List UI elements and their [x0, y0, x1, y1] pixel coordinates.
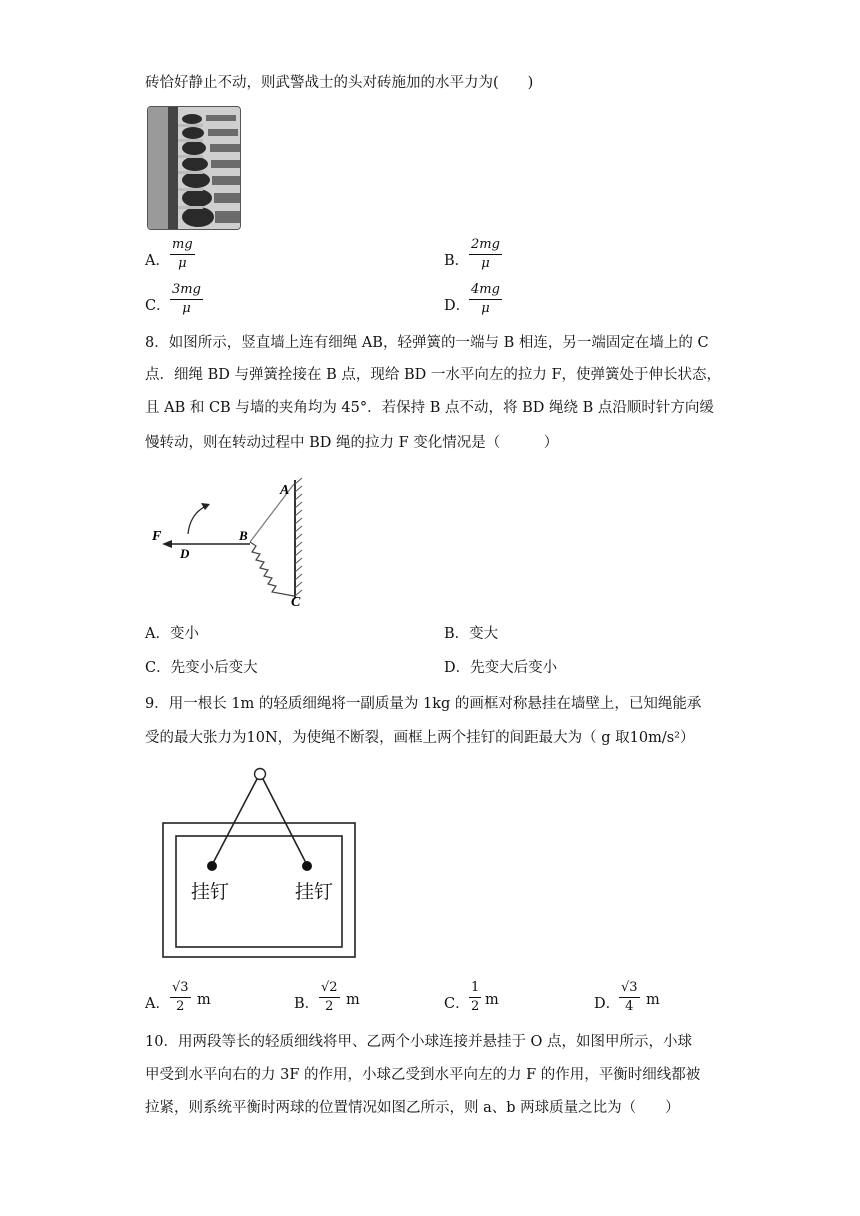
q9-option-c-unit: m	[485, 992, 499, 1008]
q8-label-b: B	[239, 528, 248, 543]
q8-line-3: 且 AB 和 CB 与墙的夹角均为 45°．若保持 B 点不动，将 BD 绳绕 B 点沿顺时针方向缓	[145, 400, 714, 416]
q8-wall-hatching	[295, 478, 302, 596]
q9-option-b-label: B．	[294, 996, 320, 1012]
q9-option-d-denominator: 4	[625, 999, 634, 1014]
q7-option-c-fraction	[170, 282, 203, 317]
q8-figure	[140, 470, 320, 610]
q8-option-b	[444, 624, 498, 644]
q8-option-b-text: 变大	[469, 626, 499, 642]
q8-rotation-arrowhead	[201, 503, 210, 510]
q9-nail-left-label: 挂钉	[191, 881, 230, 903]
q8-option-c	[145, 658, 258, 678]
q10-line-2: 甲受到水平向右的力 3F 的作用，小球乙受到水平向左的力 F 的作用，平衡时细线都被	[145, 1067, 701, 1083]
q7-option-a-numerator: mg	[170, 237, 195, 255]
q9-option-d-fraction	[619, 980, 640, 1015]
q10-line-1: 10．用两段等长的轻质细线将甲、乙两个小球连接并悬挂于 O 点，如图甲所示，小球	[145, 1034, 693, 1050]
q7-option-c-denominator: μ	[182, 301, 191, 316]
q8-label-a: A	[280, 483, 290, 498]
q9-option-c-fraction	[469, 980, 481, 1015]
q8-line-4: 慢转动，则在转动过程中 BD 绳的拉力 F 变化情况是（ ）	[145, 435, 559, 451]
q7-option-b-label: B．	[444, 253, 470, 269]
q8-label-d: D	[180, 546, 190, 561]
q8-label-c: C	[291, 595, 301, 610]
q9-nail-right	[302, 861, 312, 871]
q9-line-2: 受的最大张力为10N，为使绳不断裂，画框上两个挂钉的间距最大为（ g 取10m/s²）	[145, 730, 695, 746]
q9-option-a-label: A．	[145, 996, 170, 1012]
q9-nail-left	[207, 861, 217, 871]
q9-option-d-unit: m	[646, 992, 660, 1008]
q9-option-a-fraction	[170, 980, 191, 1015]
q7-option-b-denominator: μ	[481, 256, 490, 271]
q9-option-c-label: C．	[444, 996, 470, 1012]
q8-option-d	[444, 658, 557, 678]
q8-option-d-label: D．	[444, 660, 471, 676]
q8-option-a-label: A．	[145, 626, 170, 642]
q7-option-b-numerator: 2mg	[469, 237, 502, 255]
q9-rope-left	[212, 779, 257, 865]
q7-photo	[147, 106, 241, 230]
q8-rotation-arc	[188, 506, 206, 534]
q8-option-a	[145, 624, 199, 644]
q7-option-b-fraction	[469, 237, 502, 272]
q10-line-3: 拉紧，则系统平衡时两球的位置情况如图乙所示，则 a、b 两球质量之比为（ ）	[145, 1100, 680, 1116]
q9-option-d-numerator: √3	[619, 980, 640, 998]
q8-option-c-label: C．	[145, 660, 171, 676]
q7-option-a-fraction	[170, 237, 195, 272]
q9-nail-right-label: 挂钉	[295, 881, 334, 903]
q9-hook	[255, 769, 266, 780]
q9-option-a-unit: m	[197, 992, 211, 1008]
q7-option-d-denominator: μ	[481, 301, 490, 316]
q8-option-a-text: 变小	[169, 626, 199, 642]
q7-option-a-label: A．	[145, 253, 170, 269]
q9-option-b-numerator: √2	[319, 980, 340, 998]
q8-line-1: 8．如图所示，竖直墙上连有细绳 AB，轻弹簧的一端与 B 相连，另一端固定在墙上的 C	[145, 335, 709, 351]
q8-force-arrowhead	[162, 540, 172, 548]
q7-option-c-numerator: 3mg	[170, 282, 203, 300]
q8-option-d-text: 先变大后变小	[470, 660, 558, 676]
q7-option-d-fraction	[469, 282, 502, 317]
q9-figure	[155, 762, 365, 962]
q9-option-a-numerator: √3	[170, 980, 191, 998]
q7-stem-tail: 砖恰好静止不动，则武警战士的头对砖施加的水平力为( )	[145, 75, 534, 91]
q7-option-d-numerator: 4mg	[469, 282, 502, 300]
q8-option-c-text: 先变小后变大	[170, 660, 258, 676]
q8-spring-bc	[250, 542, 294, 596]
q8-line-2: 点．细绳 BD 与弹簧拴接在 B 点，现给 BD 一水平向左的拉力 F，使弹簧处于伸长状态，	[145, 367, 722, 383]
q9-option-b-fraction	[319, 980, 340, 1015]
q9-option-b-unit: m	[346, 992, 360, 1008]
q7-option-c-label: C．	[145, 298, 171, 314]
q9-option-b-denominator: 2	[325, 999, 334, 1014]
q8-option-b-label: B．	[444, 626, 470, 642]
q9-option-d-label: D．	[594, 996, 621, 1012]
q9-line-1: 9．用一根长 1m 的轻质细绳将一副质量为 1kg 的画框对称悬挂在墙壁上，已知绳能承	[145, 696, 702, 712]
q7-option-d-label: D．	[444, 298, 471, 314]
q9-rope-right	[263, 779, 307, 865]
q8-label-f: F	[152, 529, 162, 544]
q9-option-c-numerator: 1	[469, 980, 481, 998]
q9-option-c-denominator: 2	[471, 999, 480, 1014]
q7-option-a-denominator: μ	[178, 256, 187, 271]
q9-option-a-denominator: 2	[176, 999, 185, 1014]
